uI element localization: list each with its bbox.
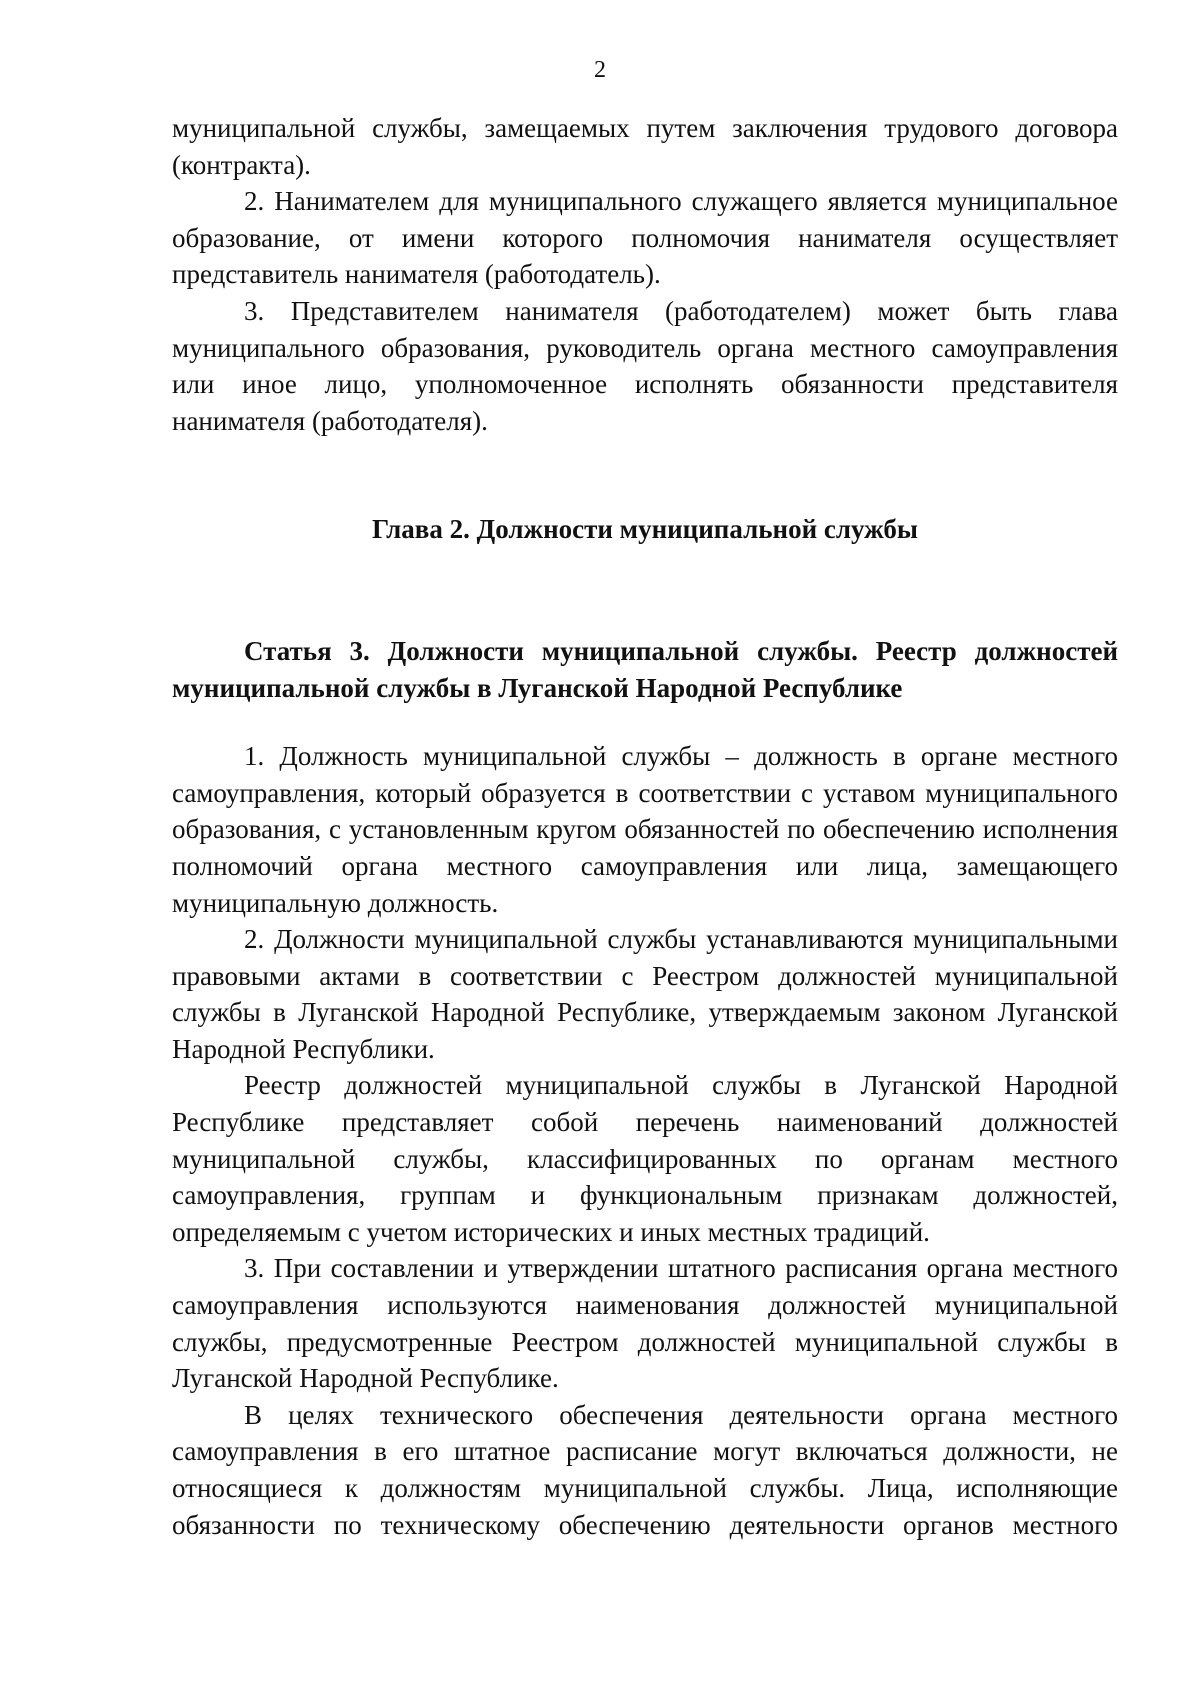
paragraph-staff-schedule: 3. При составлении и утверждении штатного расписания органа местного самоуправления используются наименования должностей муниципальной службы, предусмотренные Реестром должностей муниципальной службы в Луганской Народной Республике. (172, 1253, 1118, 1394)
paragraph-positions-established: 2. Должности муниципальной службы устанавливаются муниципальными правовыми актами в соответствии с Реестром должностей муниципальной службы в Луганской Народной Республике, утверждаемым законом Луганской Народной Республики. (172, 924, 1118, 1064)
spacer (172, 548, 1118, 633)
spacer (172, 706, 1118, 738)
page-number: 2 (594, 57, 606, 83)
paragraph-employer: 2. Нанимателем для муниципального служащего является муниципальное образование, от имени которого полномочия нанимателя осуществляет представитель нанимателя (работодатель). (172, 186, 1118, 290)
paragraph-continuation: муниципальной службы, замещаемых путем заключения трудового договора (контракта). (172, 113, 1118, 180)
paragraph-technical-support: В целях технического обеспечения деятельности органа местного самоуправления в его штатное расписание могут включаться должности, не относящиеся к должностям муниципальной службы. Лица, исполняющие обязанности по техническому обеспечению деятельности органов местного (172, 1399, 1118, 1540)
paragraph-position-definition: 1. Должность муниципальной службы – должность в органе местного самоуправления, который образуется в соответствии с уставом муниципального образования, с установленным кругом обязанностей по обеспечению исполнения полномочий органа местного самоуправления или лица, замещающего муниципальную должность. (172, 741, 1118, 918)
paragraph-registry-description: Реестр должностей муниципальной службы в Луганской Народной Республике представляет собой перечень наименований должностей муниципальной службы, классифицированных по органам местного самоуправления, группам и функциональным признакам должностей, определяемым с учетом исторических и иных местных традиций. (172, 1070, 1118, 1247)
paragraph-employer-representative: 3. Представителем нанимателя (работодателем) может быть глава муниципального образования, руководитель органа местного самоуправления или иное лицо, уполномоченное исполнять обязанности представителя нанимателя (работодателя). (172, 295, 1118, 436)
document-body (172, 110, 1118, 1543)
article-title: Статья 3. Должности муниципальной службы. Реестр должностей муниципальной службы в Луганской Народной Республике (172, 635, 1118, 703)
spacer (172, 439, 1118, 511)
chapter-title: Глава 2. Должности муниципальной службы (372, 514, 918, 545)
